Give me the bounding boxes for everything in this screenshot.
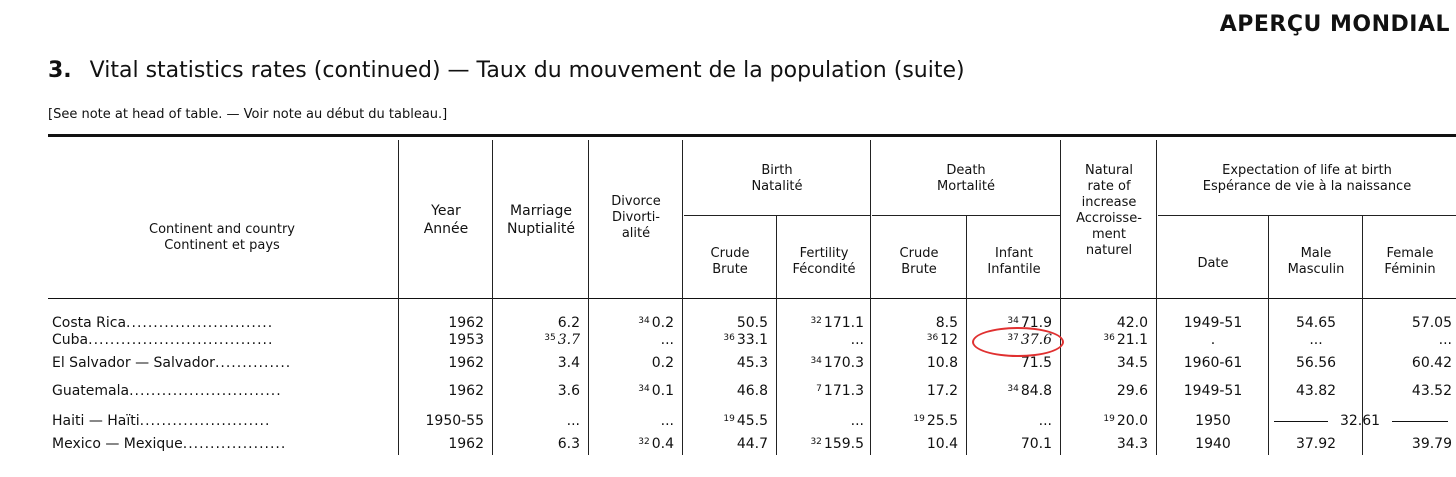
span-dash <box>1392 421 1448 422</box>
natural-text: 34.3 <box>1116 436 1148 452</box>
birth-group-rule <box>684 215 870 216</box>
top-rule <box>48 134 1456 137</box>
table-number: 3. <box>48 58 72 83</box>
footnote-ref: 36 <box>723 333 735 343</box>
column-divider <box>398 140 399 455</box>
infant-text: 84.8 <box>1020 383 1052 399</box>
infant-value <box>968 436 1052 452</box>
header-fertility-en: Fertility <box>799 246 849 261</box>
fertility-value <box>778 436 864 452</box>
life-combined-text: 32.61 <box>1339 413 1381 429</box>
country-name <box>52 332 392 348</box>
dot-leaders: ............................ <box>129 383 282 399</box>
header-birth-crude <box>684 246 776 278</box>
dot-leaders: ........................... <box>126 315 274 331</box>
table-row <box>0 315 1456 331</box>
life-male-value <box>1270 315 1362 331</box>
infant-text: 71.5 <box>1020 355 1052 371</box>
life-male-value <box>1270 355 1362 371</box>
divorce-text: 0.2 <box>651 315 674 331</box>
death-crude-value <box>872 413 958 429</box>
table-note: [See note at head of table. — Voir note au début du tableau.] <box>48 107 448 122</box>
header-marriage-fr: Nuptialité <box>506 221 576 237</box>
header-birth-crude-en: Crude <box>710 246 750 261</box>
natural-value <box>1062 436 1148 452</box>
header-life-group <box>1158 163 1456 195</box>
header-death-crude <box>872 246 966 278</box>
divorce-value <box>590 413 674 429</box>
fertility-value <box>778 383 864 399</box>
header-infant-fr: Infantile <box>987 262 1041 277</box>
header-country <box>52 222 392 254</box>
header-death-en: Death <box>946 163 986 178</box>
marriage-value <box>494 413 580 429</box>
infant-text: ... <box>1038 413 1052 429</box>
year-text: 1953 <box>448 332 484 348</box>
life-female-text: ... <box>1438 332 1452 348</box>
footnote-ref: 34 <box>638 384 650 394</box>
header-birth-en: Birth <box>761 163 793 178</box>
year-text: 1962 <box>448 436 484 452</box>
birth-crude-text: 45.3 <box>736 355 768 371</box>
section-heading: APERÇU MONDIAL <box>1219 12 1450 37</box>
country-name <box>52 355 392 371</box>
span-dash <box>1274 421 1328 422</box>
header-natural-4: Accroisse- <box>1076 211 1142 226</box>
divorce-text: 0.4 <box>651 436 674 452</box>
fertility-text: 170.3 <box>823 355 864 371</box>
table-row <box>0 436 1456 452</box>
life-female-text: 39.79 <box>1411 436 1452 452</box>
life-female-text: 43.52 <box>1411 383 1452 399</box>
year-text: 1962 <box>448 315 484 331</box>
marriage-value <box>494 383 580 399</box>
header-natural-5: ment <box>1092 227 1126 242</box>
country-label: Costa Rica <box>52 315 127 331</box>
header-female-fr: Féminin <box>1384 262 1436 277</box>
natural-text: 34.5 <box>1116 355 1148 371</box>
header-male-en: Male <box>1300 246 1332 261</box>
footnote-ref: 36 <box>1103 333 1115 343</box>
divorce-value <box>590 332 674 348</box>
country-label: El Salvador — Salvador <box>52 355 215 371</box>
header-death-crude-fr: Brute <box>901 262 937 277</box>
header-divorce-2: Divorti- <box>611 210 660 225</box>
header-divorce-1: Divorce <box>611 194 661 209</box>
marriage-value <box>494 436 580 452</box>
birth-crude-text: 45.5 <box>736 413 768 429</box>
fertility-value <box>778 332 864 348</box>
header-bottom-rule <box>48 298 1456 299</box>
infant-text: 71.9 <box>1020 315 1052 331</box>
header-marriage <box>494 202 588 238</box>
life-date-text: 1949-51 <box>1183 315 1243 331</box>
marriage-value <box>494 355 580 371</box>
header-year <box>400 202 492 238</box>
infant-text: 70.1 <box>1020 436 1052 452</box>
header-natural-3: increase <box>1081 195 1137 210</box>
fertility-value <box>778 355 864 371</box>
year-value <box>400 436 484 452</box>
footnote-ref: 19 <box>1103 414 1115 424</box>
natural-value <box>1062 332 1148 348</box>
header-birth-group <box>684 163 870 195</box>
year-value <box>400 413 484 429</box>
footnote-ref: 32 <box>810 437 822 447</box>
year-value <box>400 315 484 331</box>
birth-crude-value <box>684 315 768 331</box>
header-natural-1: Natural <box>1085 163 1133 178</box>
life-female-text: 60.42 <box>1411 355 1452 371</box>
header-divorce-3: alité <box>621 226 651 241</box>
header-infant <box>968 246 1060 278</box>
header-natural <box>1062 163 1156 259</box>
dot-leaders: .............. <box>214 355 292 371</box>
footnote-ref: 34 <box>638 316 650 326</box>
natural-text: 42.0 <box>1116 315 1148 331</box>
birth-crude-text: 44.7 <box>736 436 768 452</box>
year-value <box>400 332 484 348</box>
death-crude-value <box>872 436 958 452</box>
birth-crude-value <box>684 413 768 429</box>
marriage-text: 3.7 <box>557 332 580 348</box>
life-date-text: . <box>1210 332 1216 348</box>
column-divider <box>1156 140 1157 455</box>
header-natural-6: naturel <box>1085 243 1133 258</box>
footnote-ref: 34 <box>1007 384 1019 394</box>
birth-crude-text: 33.1 <box>736 332 768 348</box>
divorce-text: ... <box>660 332 674 348</box>
infant-text: 37.6 <box>1020 332 1052 348</box>
footnote-ref: 32 <box>638 437 650 447</box>
footnote-ref: 7 <box>816 384 822 394</box>
life-female-value <box>1364 315 1452 331</box>
footnote-ref: 35 <box>544 333 556 343</box>
divorce-text: 0.2 <box>651 355 674 371</box>
death-crude-value <box>872 383 958 399</box>
year-value <box>400 383 484 399</box>
year-value <box>400 355 484 371</box>
dot-leaders: ................... <box>182 436 287 452</box>
life-male-text: 43.82 <box>1295 383 1337 399</box>
death-crude-value <box>872 315 958 331</box>
marriage-text: 3.6 <box>557 383 580 399</box>
footnote-ref: 32 <box>810 316 822 326</box>
header-life-date-label: Date <box>1197 256 1229 271</box>
header-fertility-fr: Fécondité <box>792 262 856 277</box>
marriage-value <box>494 315 580 331</box>
fertility-text: 171.1 <box>823 315 864 331</box>
natural-text: 20.0 <box>1116 413 1148 429</box>
column-divider <box>1060 140 1061 455</box>
life-combined-span <box>1270 413 1450 429</box>
life-date-value <box>1158 413 1268 429</box>
death-crude-text: 10.8 <box>926 355 958 371</box>
fertility-value <box>778 413 864 429</box>
header-life-date <box>1158 256 1268 272</box>
marriage-text: ... <box>566 413 580 429</box>
footnote-ref: 34 <box>810 356 822 366</box>
death-crude-text: 25.5 <box>926 413 958 429</box>
header-death-crude-en: Crude <box>899 246 939 261</box>
divorce-text: ... <box>660 413 674 429</box>
country-label: Mexico — Mexique <box>52 436 183 452</box>
death-crude-value <box>872 332 958 348</box>
death-crude-text: 12 <box>940 332 958 348</box>
birth-crude-text: 46.8 <box>736 383 768 399</box>
life-male-value <box>1270 436 1362 452</box>
country-name <box>52 383 392 399</box>
header-country-en: Continent and country <box>149 222 295 237</box>
fertility-text: 171.3 <box>823 383 864 399</box>
death-crude-text: 17.2 <box>926 383 958 399</box>
marriage-text: 6.2 <box>557 315 580 331</box>
country-name <box>52 436 392 452</box>
country-name <box>52 413 392 429</box>
life-date-text: 1960-61 <box>1183 355 1243 371</box>
natural-value <box>1062 315 1148 331</box>
header-life-fr: Espérance de vie à la naissance <box>1202 179 1412 194</box>
header-life-female <box>1364 246 1456 278</box>
header-life-male <box>1270 246 1362 278</box>
marriage-value <box>494 332 580 348</box>
footnote-ref: 19 <box>723 414 735 424</box>
header-birth-crude-fr: Brute <box>712 262 748 277</box>
death-crude-value <box>872 355 958 371</box>
natural-value <box>1062 413 1148 429</box>
infant-value <box>968 383 1052 399</box>
column-divider <box>492 140 493 455</box>
natural-text: 29.6 <box>1116 383 1148 399</box>
life-date-text: 1949-51 <box>1183 383 1243 399</box>
divorce-value <box>590 436 674 452</box>
natural-text: 21.1 <box>1116 332 1148 348</box>
life-date-value <box>1158 355 1268 371</box>
birth-crude-text: 50.5 <box>736 315 768 331</box>
life-date-text: 1940 <box>1195 436 1231 452</box>
header-male-fr: Masculin <box>1287 262 1345 277</box>
natural-value <box>1062 355 1148 371</box>
country-label: Haiti — Haïti <box>52 413 140 429</box>
header-year-en: Year <box>431 203 461 219</box>
header-death-fr: Mortalité <box>937 179 995 194</box>
life-date-value <box>1158 436 1268 452</box>
life-male-text: ... <box>1309 332 1323 348</box>
divorce-text: 0.1 <box>651 383 674 399</box>
year-text: 1962 <box>448 355 484 371</box>
header-year-fr: Année <box>423 221 469 237</box>
infant-value <box>968 413 1052 429</box>
divorce-value <box>590 383 674 399</box>
divorce-value <box>590 315 674 331</box>
birth-crude-value <box>684 332 768 348</box>
header-natural-2: rate of <box>1087 179 1131 194</box>
column-divider <box>870 140 871 455</box>
header-female-en: Female <box>1386 246 1434 261</box>
country-label: Guatemala <box>52 383 130 399</box>
table-row <box>0 383 1456 399</box>
footnote-ref: 37 <box>1007 333 1019 343</box>
table-row <box>0 332 1456 348</box>
birth-crude-value <box>684 436 768 452</box>
table-row <box>0 413 1456 429</box>
header-divorce <box>590 194 682 242</box>
death-crude-text: 8.5 <box>935 315 958 331</box>
life-male-text: 56.56 <box>1295 355 1337 371</box>
column-divider <box>588 140 589 455</box>
fertility-text: ... <box>850 413 864 429</box>
header-birth-fr: Natalité <box>751 179 803 194</box>
table-row <box>0 355 1456 371</box>
death-group-rule <box>872 215 1060 216</box>
dot-leaders: .................................. <box>88 332 274 348</box>
death-crude-text: 10.4 <box>926 436 958 452</box>
life-date-text: 1950 <box>1195 413 1231 429</box>
header-death-group <box>872 163 1060 195</box>
country-label: Cuba <box>52 332 89 348</box>
life-female-value <box>1364 355 1452 371</box>
header-marriage-en: Marriage <box>510 203 572 219</box>
birth-crude-value <box>684 355 768 371</box>
life-male-value <box>1270 332 1362 348</box>
life-female-value <box>1364 332 1452 348</box>
natural-value <box>1062 383 1148 399</box>
infant-value <box>968 355 1052 371</box>
header-infant-en: Infant <box>995 246 1033 261</box>
life-group-rule <box>1158 215 1456 216</box>
table-title: Vital statistics rates (continued) — Taux du mouvement de la population (suite) <box>89 58 965 83</box>
footnote-ref: 19 <box>913 414 925 424</box>
header-fertility <box>778 246 870 278</box>
year-text: 1950-55 <box>425 413 484 429</box>
header-country-fr: Continent et pays <box>164 238 280 253</box>
marriage-text: 6.3 <box>557 436 580 452</box>
life-date-value <box>1158 315 1268 331</box>
fertility-text: ... <box>850 332 864 348</box>
life-female-value <box>1364 436 1452 452</box>
footnote-ref: 34 <box>1007 316 1019 326</box>
footnote-ref: 36 <box>926 333 939 343</box>
life-male-value <box>1270 383 1362 399</box>
marriage-text: 3.4 <box>557 355 580 371</box>
life-date-value <box>1158 332 1268 348</box>
birth-crude-value <box>684 383 768 399</box>
life-date-value <box>1158 383 1268 399</box>
fertility-text: 159.5 <box>823 436 864 452</box>
fertility-value <box>778 315 864 331</box>
life-male-text: 54.65 <box>1295 315 1337 331</box>
annotation-circle <box>972 327 1064 357</box>
table-title-block <box>48 58 965 83</box>
life-female-text: 57.05 <box>1411 315 1452 331</box>
header-life-en: Expectation of life at birth <box>1222 163 1392 178</box>
divorce-value <box>590 355 674 371</box>
life-male-text: 37.92 <box>1295 436 1337 452</box>
column-divider <box>682 140 683 455</box>
country-name <box>52 315 392 331</box>
year-text: 1962 <box>448 383 484 399</box>
life-female-value <box>1364 383 1452 399</box>
dot-leaders: ........................ <box>139 413 271 429</box>
